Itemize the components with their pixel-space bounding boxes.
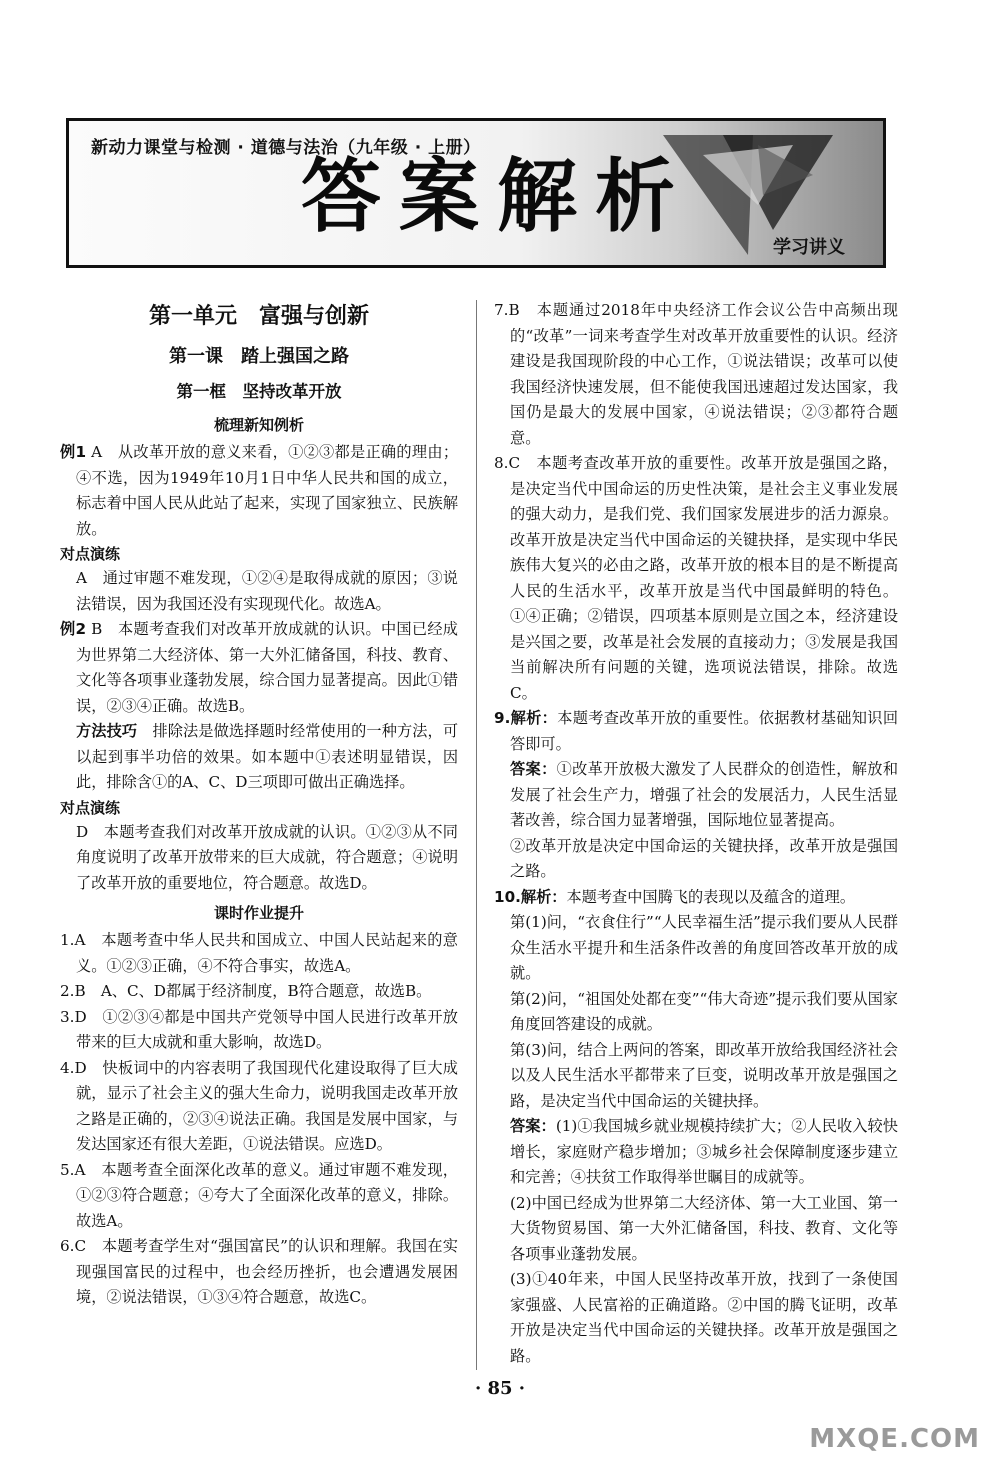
left-column — [60, 298, 458, 1311]
section-heading: 梳理新知例析 — [213, 416, 304, 434]
example-1 — [60, 440, 458, 542]
practice-label: 对点演练 — [60, 798, 121, 817]
example-2-label: 例2 — [60, 620, 87, 638]
page-number: · 85 · — [474, 1378, 526, 1399]
answer-item: 3.D ①②③④都是中国共产党领导中国人民进行改革开放带来的巨大成就和重大影响，故选D。 — [60, 1007, 458, 1051]
analysis-label: 9.解析： — [494, 709, 558, 727]
example-2-text: B 本题考查我们对改革开放成就的认识。中国已经成为世界第二大经济体、第一大外汇储备国，科技、教育、文化等各项事业蓬勃发展，综合国力显著提高。因此①错误，②③④正确。故选B。 — [76, 620, 458, 715]
answer-item: 2.B A、C、D都属于经济制度，B符合题意，故选B。 — [60, 982, 432, 1000]
answer-label: 答案： — [510, 760, 557, 778]
question-10-analysis — [494, 885, 898, 911]
answer-item: 7.B 本题通过2018年中央经济工作会议公告中高频出现的“改革”一词来考查学生对改革开放重要性的认识。经济建设是我国现阶段的中心工作，①说法错误；改革可以使我国经济快速发展，但不能使我国迅速超过发达国家，我国仍是最大的发展中国家，④说法错误；②③都符合题意。 — [494, 301, 898, 447]
book-series-title: 新动力课堂与检测 · 道德与法治（九年级 · 上册） — [91, 138, 481, 158]
frame-heading: 第一框 坚持改革开放 — [176, 382, 342, 401]
practice-1-text: A 通过审题不难发现，①②④是取得成就的原因；③说法错误，因为我国还没有实现现代化。故选A。 — [76, 569, 458, 613]
header-banner — [66, 118, 886, 268]
practice-2-text: D 本题考查我们对改革开放成就的认识。①②③从不同角度说明了改革开放带来的巨大成就，符合题意；④说明了改革开放的重要地位，符合题意。故选D。 — [76, 822, 458, 892]
lesson-heading: 第一课 踏上强国之路 — [169, 346, 349, 367]
analysis-text: 本题考查中国腾飞的表现以及蕴含的道理。 — [566, 887, 856, 906]
method-label: 方法技巧 — [76, 722, 138, 740]
section-heading: 课时作业提升 — [213, 904, 304, 922]
question-10-answer-2: (2)中国已经成为世界第二大经济体、第一大工业国、第一大货物贸易国、第一大外汇储备国，科技、教育、文化等各项事业蓬勃发展。 — [510, 1193, 898, 1263]
answer-item: 1.A 本题考查中华人民共和国成立、中国人民站起来的意义。①②③正确，④不符合事实，故选A。 — [60, 931, 458, 975]
question-9-answer-2: ②改革开放是决定中国命运的关键抉择，改革开放是强国之路。 — [510, 836, 898, 880]
example-1-label: 例1 — [60, 443, 87, 461]
answer-label: 答案： — [510, 1117, 556, 1135]
analysis-label: 10.解析： — [494, 887, 567, 906]
question-10-part-3: 第(3)问，结合上两问的答案，即改革开放给我国经济社会以及人民生活水平都带来了巨变，说明改革开放是强国之路，是决定当代中国命运的关键抉择。 — [510, 1040, 898, 1110]
answer-text: (1)①我国城乡就业规模持续扩大；②人民收入较快增长，家庭财产稳步增加；③城乡社会保障制度逐步建立和完善；④扶贫工作取得举世瞩目的成就等。 — [510, 1117, 898, 1186]
column-divider — [476, 300, 477, 1370]
practice-label: 对点演练 — [60, 545, 121, 563]
answer-item: 4.D 快板词中的内容表明了我国现代化建设取得了巨大成就，显示了社会主义的强大生命力，说明我国走改革开放之路是正确的，②③④说法正确。我国是发展中国家，与发达国家还有很大差距，①说法错误。应选D。 — [60, 1058, 458, 1153]
answer-item: 8.C 本题考查改革开放的重要性。改革开放是强国之路，是决定当代中国命运的历史性决策，是社会主义事业发展的强大动力，是我们党、我们国家发展进步的活力源泉。改革开放是决定当代中国命运的关键抉择，是实现中华民族伟大复兴的必由之路，改革开放的根本目的是不断提高人民的生活水平，改革开放是当代中国最鲜明的特色。①④正确；②错误，四项基本原则是立国之本，经济建设是兴国之要，改革是社会发展的直接动力；③发展是我国当前解决所有问题的关键，选项说法错误，排除。故选C。 — [494, 454, 898, 702]
question-10-answer-1 — [494, 1114, 898, 1191]
unit-heading: 第一单元 富强与创新 — [148, 303, 369, 329]
banner-subtitle: 学习讲义 — [773, 237, 845, 258]
banner-title: 答案解析 — [301, 150, 693, 243]
example-1-text: A 从改革开放的意义来看，①②③都是正确的理由；④不选，因为1949年10月1日中华人民共和国的成立，标志着中国人民从此站了起来，实现了国家独立、民族解放。 — [76, 443, 459, 538]
question-10-part-1: 第(1)问，“衣食住行”“人民幸福生活”提示我们要从人民群众生活水平提升和生活条件改善的角度回答改革开放的成就。 — [510, 913, 898, 982]
question-9-answer — [494, 757, 898, 834]
watermark: MXQE.COM — [809, 1424, 980, 1454]
question-10-part-2: 第(2)问，“祖国处处都在变”“伟大奇迹”提示我们要从国家角度回答建设的成就。 — [510, 989, 898, 1033]
question-10-answer-3: (3)①40年来，中国人民坚持改革开放，找到了一条使国家强盛、人民富裕的正确道路。②中国的腾飞证明，改革开放是决定当代中国命运的关键抉择。改革开放是强国之路。 — [510, 1270, 898, 1365]
example-2 — [60, 617, 458, 719]
answer-item: 6.C 本题考查学生对“强国富民”的认识和理解。我国在实现强国富民的过程中，也会经历挫折，也会遭遇发展困境，②说法错误，①③④符合题意，故选C。 — [60, 1237, 458, 1306]
answer-text: ①改革开放极大激发了人民群众的创造性，解放和发展了社会生产力，增强了社会的发展活力，人民生活显著改善，综合国力显著增强，国际地位显著提高。 — [510, 760, 899, 829]
right-column — [494, 298, 898, 1369]
analysis-text: 本题考查改革开放的重要性。依据教材基础知识回答即可。 — [510, 709, 899, 753]
answer-item: 5.A 本题考查全面深化改革的意义。通过审题不难发现，①②③符合题意；④夸大了全面深化改革的意义，排除。故选A。 — [60, 1160, 458, 1230]
question-9-analysis — [494, 706, 898, 757]
method-tip — [60, 719, 458, 796]
method-text: 排除法是做选择题时经常使用的一种方法，可以起到事半功倍的效果。如本题中①表述明显错误，因此，排除含①的A、C、D三项即可做出正确选择。 — [76, 722, 459, 791]
